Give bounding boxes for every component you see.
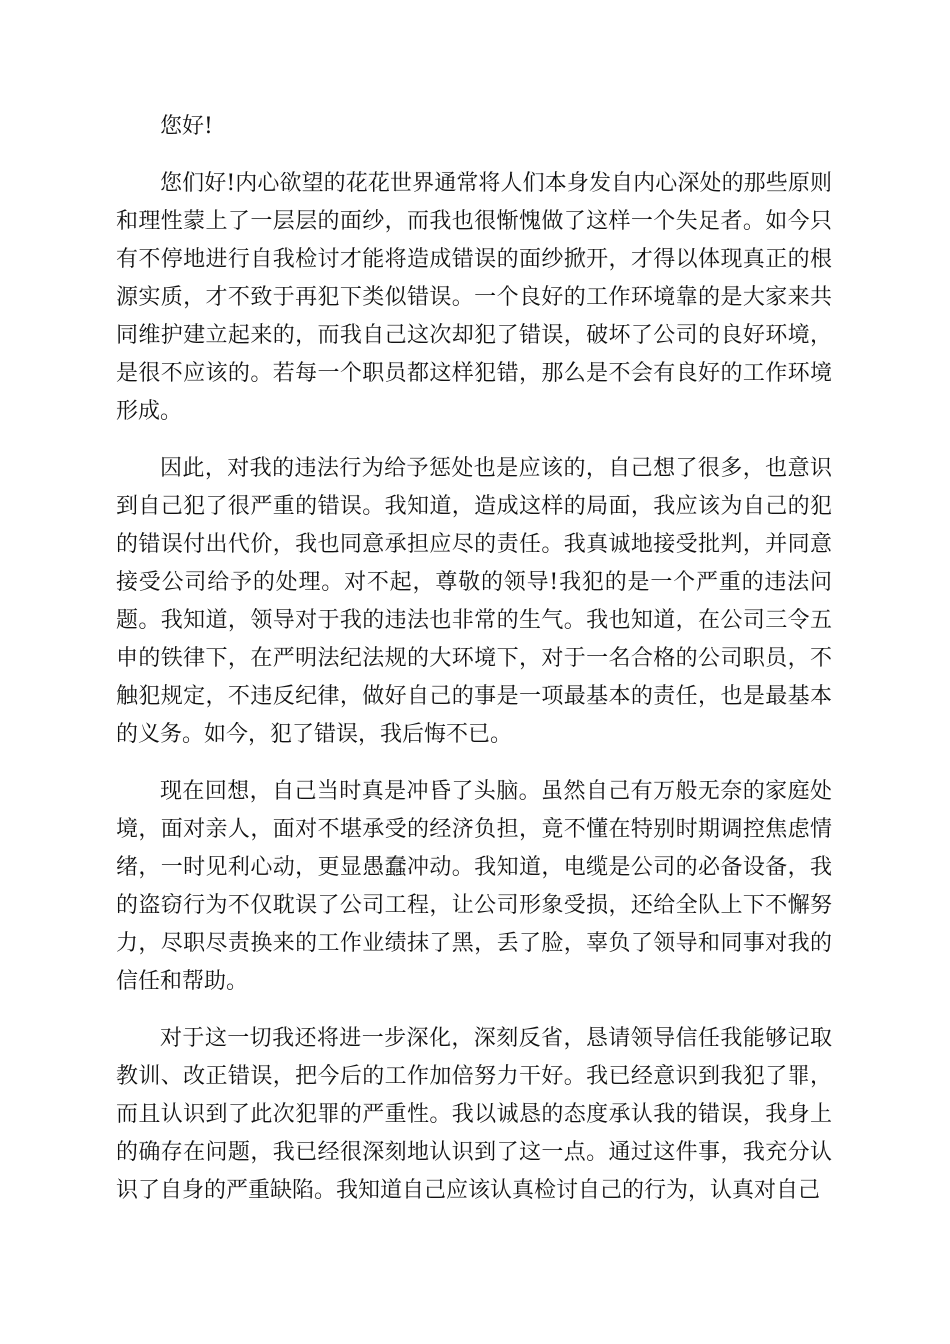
document-body — [116, 108, 832, 1229]
greeting-line: 您好! — [160, 114, 213, 139]
paragraph-2: 因此，对我的违法行为给予惩处也是应该的，自己想了很多，也意识到自己犯了很严重的错误。我知道，造成这样的局面，我应该为自己的犯的错误付出代价，我也同意承担应尽的责任。我真诚地接受批判，并同意接受公司给予的处理。对不起，尊敬的领导!我犯的是一个严重的违法问题。我知道，领导对于我的违法也非常的生气。我也知道，在公司三令五申的铁律下，在严明法纪法规的大环境下，对于一名合格的公司职员，不触犯规定，不违反纪律，做好自己的事是一项最基本的责任，也是最基本的义务。如今，犯了错误，我后悔不已。 — [116, 456, 832, 747]
paragraph-3: 现在回想，自己当时真是冲昏了头脑。虽然自己有万般无奈的家庭处境，面对亲人，面对不堪承受的经济负担，竟不懂在特别时期调控焦虑情绪，一时见利心动，更显愚蠢冲动。我知道，电缆是公司的必备设备，我的盗窃行为不仅耽误了公司工程，让公司形象受损，还给全队上下不懈努力，尽职尽责换来的工作业绩抹了黑，丢了脸，辜负了领导和同事对我的信任和帮助。 — [116, 779, 832, 994]
paragraph-1: 您们好!内心欲望的花花世界通常将人们本身发自内心深处的那些原则和理性蒙上了一层层的面纱，而我也很惭愧做了这样一个失足者。如今只有不停地进行自我检讨才能将造成错误的面纱掀开，才得以体现真正的根源实质，才不致于再犯下类似错误。一个良好的工作环境靠的是大家来共同维护建立起来的，而我自己这次却犯了错误，破坏了公司的良好环境，是很不应该的。若每一个职员都这样犯错，那么是不会有良好的工作环境形成。 — [116, 171, 832, 424]
paragraph-4: 对于这一切我还将进一步深化，深刻反省，恳请领导信任我能够记取教训、改正错误，把今后的工作加倍努力干好。我已经意识到我犯了罪，而且认识到了此次犯罪的严重性。我以诚恳的态度承认我的错误，我身上的确存在问题，我已经很深刻地认识到了这一点。通过这件事，我充分认识了自身的严重缺陷。我知道自己应该认真检讨自己的行为，认真对自己 — [116, 1026, 832, 1203]
